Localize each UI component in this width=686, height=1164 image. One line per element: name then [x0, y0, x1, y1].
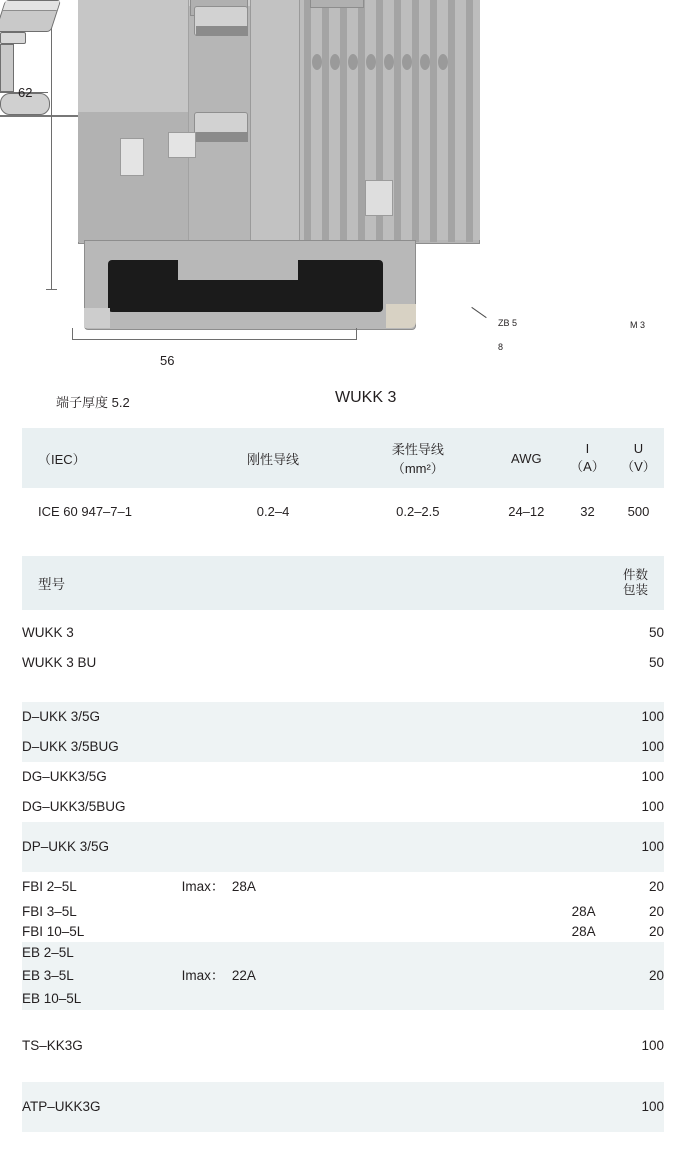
cell-awg: 24–12: [491, 488, 562, 534]
width-dimension-tick-right: [356, 328, 357, 340]
cell-quantity: 50: [596, 618, 664, 648]
cell-note: [182, 942, 596, 964]
table-row: [22, 988, 664, 1010]
cell-model: FBI 2–5L: [22, 872, 182, 902]
table-row: [22, 428, 664, 488]
cell-quantity: 100: [596, 762, 664, 792]
table-row: [22, 792, 664, 822]
header-current-unit: （A）: [570, 459, 605, 474]
screw-slot: [196, 26, 248, 36]
header-quantity-line2: 包装: [622, 583, 648, 597]
foot-tip-right: [386, 304, 416, 328]
specification-table-body: [22, 488, 664, 534]
marker-tab: [365, 180, 393, 216]
screw-slot: [196, 132, 248, 142]
table-row: [22, 1024, 664, 1068]
header-quantity: [596, 556, 664, 610]
specification-table: [22, 428, 664, 534]
header-rigid-conductor: 刚性导线: [201, 428, 345, 488]
header-unit-mm2: （mm²）: [391, 461, 444, 476]
cell-quantity: [596, 988, 664, 1010]
header-voltage-symbol: U: [633, 441, 644, 457]
fin: [448, 0, 455, 242]
cell-quantity: 100: [596, 792, 664, 822]
cell-model: EB 2–5L: [22, 942, 182, 964]
vent-hole: [366, 54, 376, 70]
cell-note: [182, 618, 596, 648]
header-iec: （IEC）: [22, 428, 201, 488]
table-row: [22, 556, 664, 610]
width-dimension-line: [72, 339, 357, 340]
table-row: [22, 964, 664, 988]
fin: [304, 0, 311, 242]
table-row: [22, 762, 664, 792]
height-dimension-label: 62: [18, 85, 33, 100]
product-figure-area: [0, 0, 686, 420]
header-current: [562, 428, 613, 488]
cell-model: FBI 10–5L: [22, 922, 182, 942]
cell-note: 28A: [182, 922, 596, 942]
cell-note: [182, 702, 596, 732]
vent-hole: [420, 54, 430, 70]
fin: [394, 0, 401, 242]
marker-tab: [168, 132, 196, 158]
fin: [358, 0, 365, 242]
cell-quantity: 20: [596, 922, 664, 942]
screw-size-label: M 3: [630, 320, 646, 330]
block-center-plate: [250, 0, 300, 242]
cell-note: [182, 988, 596, 1010]
model-packing-table: [22, 556, 664, 1132]
table-row: [22, 1082, 664, 1132]
cell-voltage: 500: [613, 488, 664, 534]
header-voltage-unit: （V）: [621, 459, 656, 474]
cell-quantity: 100: [596, 702, 664, 732]
header-awg: AWG: [491, 428, 562, 488]
cell-model: D–UKK 3/5G: [22, 702, 182, 732]
cell-model: EB 10–5L: [22, 988, 182, 1010]
cell-model: EB 3–5L: [22, 964, 182, 988]
cell-model: WUKK 3 BU: [22, 648, 182, 678]
vent-hole: [402, 54, 412, 70]
cell-model: D–UKK 3/5BUG: [22, 732, 182, 762]
cell-standard: ICE 60 947–7–1: [22, 488, 201, 534]
cell-quantity: 20: [596, 902, 664, 922]
header-spacer: [182, 556, 596, 610]
end-cap-icon: [0, 0, 61, 32]
end-cap-label: ZB 5: [498, 318, 518, 328]
end-cap-top: [3, 1, 60, 11]
vent-hole: [438, 54, 448, 70]
vent-hole: [384, 54, 394, 70]
vent-hole: [330, 54, 340, 70]
strip-length-label: 8: [498, 342, 504, 352]
cell-quantity: 20: [596, 872, 664, 902]
cell-model: FBI 3–5L: [22, 902, 182, 922]
thickness-label: 端子厚度 5.2: [56, 395, 130, 410]
fin: [322, 0, 329, 242]
din-rail-notch: [178, 260, 298, 280]
table-row: [22, 488, 664, 534]
table-spacer-row: [22, 1010, 664, 1024]
height-dimension-tick: [46, 289, 57, 290]
vent-hole: [348, 54, 358, 70]
cell-model: DP–UKK 3/5G: [22, 822, 182, 872]
cell-note: [182, 648, 596, 678]
fin: [430, 0, 437, 242]
screw-icon-body: [0, 44, 14, 92]
cell-current: 32: [562, 488, 613, 534]
cell-note: [182, 822, 596, 872]
cell-model: WUKK 3: [22, 618, 182, 648]
header-model: 型号: [22, 556, 182, 610]
foot-tip-left: [84, 308, 110, 328]
cell-quantity: 100: [596, 1082, 664, 1132]
cell-note: [182, 1082, 596, 1132]
table-spacer-row: [22, 610, 664, 618]
table-row: [22, 942, 664, 964]
table-row: [22, 872, 664, 902]
width-dimension-label: 56: [160, 353, 175, 368]
table-row: [22, 618, 664, 648]
top-post: [310, 0, 364, 8]
cell-note: 28A: [182, 902, 596, 922]
fin: [466, 0, 473, 242]
cell-model: ATP–UKK3G: [22, 1082, 182, 1132]
cell-model: DG–UKK3/5BUG: [22, 792, 182, 822]
marker-tab: [120, 138, 144, 176]
header-flexible-conductor-text: 柔性导线: [391, 442, 444, 457]
terminal-block-illustration: [60, 0, 530, 342]
cell-note: [182, 1024, 596, 1068]
header-quantity-line1: 件数: [622, 568, 648, 582]
page-title: WUKK 3: [335, 389, 397, 406]
table-row: [22, 732, 664, 762]
table-spacer-row: [22, 678, 664, 702]
header-flexible-conductor: [345, 428, 491, 488]
cell-rigid: 0.2–4: [201, 488, 345, 534]
specification-table-header: [22, 428, 664, 488]
fin: [412, 0, 419, 242]
cell-quantity: 100: [596, 1024, 664, 1068]
vent-hole: [312, 54, 322, 70]
cell-model: TS–KK3G: [22, 1024, 182, 1068]
model-packing-table-body: [22, 556, 664, 1132]
table-row: [22, 822, 664, 872]
cell-quantity: 100: [596, 822, 664, 872]
cell-flexible: 0.2–2.5: [345, 488, 491, 534]
height-dimension-line: [51, 0, 52, 290]
cell-note: [182, 792, 596, 822]
cell-note: Imax： 28A: [182, 872, 596, 902]
table-spacer-row: [22, 1068, 664, 1082]
cell-note: [182, 762, 596, 792]
cell-quantity: 50: [596, 648, 664, 678]
cell-quantity: [596, 942, 664, 964]
screw-icon-head: [0, 32, 26, 44]
cell-note: Imax： 22A: [182, 964, 596, 988]
fin: [340, 0, 347, 242]
table-row: [22, 702, 664, 732]
header-voltage: [613, 428, 664, 488]
table-row: [22, 922, 664, 942]
cell-note: [182, 732, 596, 762]
cell-quantity: 100: [596, 732, 664, 762]
cell-model: DG–UKK3/5G: [22, 762, 182, 792]
header-current-symbol: I: [585, 441, 590, 457]
table-row: [22, 648, 664, 678]
cell-quantity: 20: [596, 964, 664, 988]
table-row: [22, 902, 664, 922]
